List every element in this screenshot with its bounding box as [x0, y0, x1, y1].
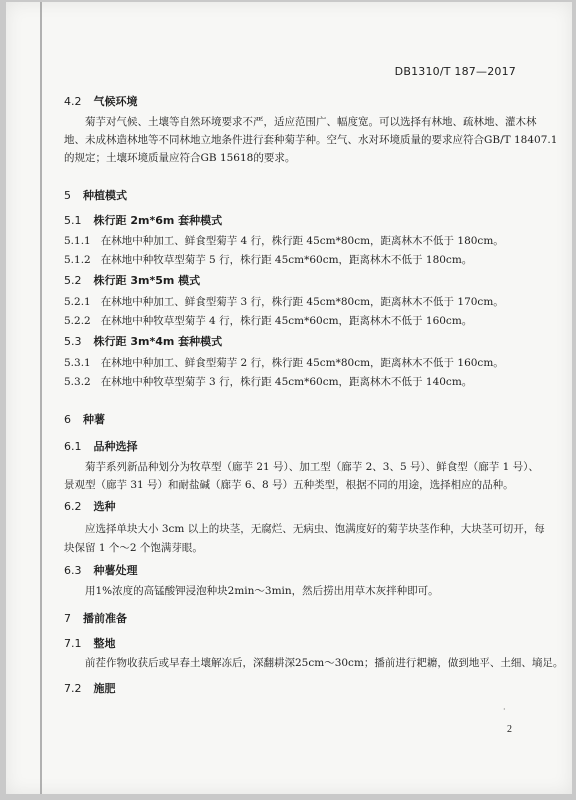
item-5-1-1: 5.1.1 在林地中种加工、鲜食型菊芋 4 行，株行距 45cm*80cm，距离林木不低于 180cm。: [64, 235, 504, 247]
item-5-2-1: 5.2.1 在林地中种加工、鲜食型菊芋 3 行，株行距 45cm*80cm，距离林木不低于 170cm。: [64, 296, 504, 308]
item-5-3-2: 5.3.2 在林地中种牧草型菊芋 3 行，株行距 45cm*60cm，距离林木不低于 140cm。: [64, 376, 473, 388]
heading-5-1: 5.1 株行距 2m*6m 套种模式: [64, 214, 223, 227]
para-6-2-line2: 块保留 1 个～2 个饱满芽眼。: [64, 542, 203, 554]
para-6-2-line1: 应选择单块大小 3cm 以上的块茎，无腐烂、无病虫、饱满度好的菊芋块茎作种，大块茎可切开，每: [85, 523, 545, 535]
binding-line: [40, 2, 42, 794]
para-4-2-line3: 的规定；土壤环境质量应符合GB 15618的要求。: [64, 152, 296, 164]
document-page: [6, 2, 572, 794]
para-4-2-line1: 菊芋对气候、土壤等自然环境要求不严，适应范围广、幅度宽。可以选择有林地、疏林地、灌木林: [85, 116, 537, 128]
heading-6-2: 6.2 选种: [64, 500, 116, 513]
page-number: 2: [507, 724, 512, 735]
heading-6-1: 6.1 品种选择: [64, 440, 138, 453]
scan-speck: ·: [503, 705, 506, 714]
para-7-1-line1: 前茬作物收获后或早春土壤解冻后，深翻耕深25cm～30cm；播前进行耙耱，做到地平、土细、墒足。: [85, 657, 564, 669]
heading-4-2: 4.2 气候环境: [64, 95, 138, 108]
heading-6-3: 6.3 种薯处理: [64, 564, 138, 577]
para-6-3-line1: 用1%浓度的高锰酸钾浸泡种块2min～3min，然后捞出用草木灰拌种即可。: [85, 585, 439, 597]
heading-5-2: 5.2 株行距 3m*5m 模式: [64, 274, 201, 287]
para-6-1-line1: 菊芋系列新品种划分为牧草型（廊芋 21 号）、加工型（廊芋 2、3、5 号）、鲜食型（廊芋 1 号）、: [85, 461, 539, 473]
heading-7-2: 7.2 施肥: [64, 682, 116, 695]
heading-7-1: 7.1 整地: [64, 637, 116, 650]
item-5-3-1: 5.3.1 在林地中种加工、鲜食型菊芋 2 行，株行距 45cm*80cm，距离林木不低于 160cm。: [64, 357, 504, 369]
document-code: DB1310/T 187—2017: [394, 65, 516, 78]
item-5-2-2: 5.2.2 在林地中种牧草型菊芋 4 行，株行距 45cm*60cm，距离林木不低于 160cm。: [64, 315, 473, 327]
heading-7: 7 播前准备: [64, 612, 127, 625]
heading-5: 5 种植模式: [64, 189, 127, 202]
heading-5-3: 5.3 株行距 3m*4m 套种模式: [64, 335, 223, 348]
item-5-1-2: 5.1.2 在林地中种牧草型菊芋 5 行，株行距 45cm*60cm，距离林木不低于 180cm。: [64, 254, 473, 266]
para-6-1-line2: 景观型（廊芋 31 号）和耐盐碱（廊芋 6、8 号）五种类型，根据不同的用途，选择相应的品种。: [64, 479, 514, 491]
heading-6: 6 种薯: [64, 413, 105, 426]
para-4-2-line2: 地、未成林造林地等不同林地立地条件进行套种菊芋种。空气、水对环境质量的要求应符合GB/T 18407.1: [64, 134, 558, 146]
